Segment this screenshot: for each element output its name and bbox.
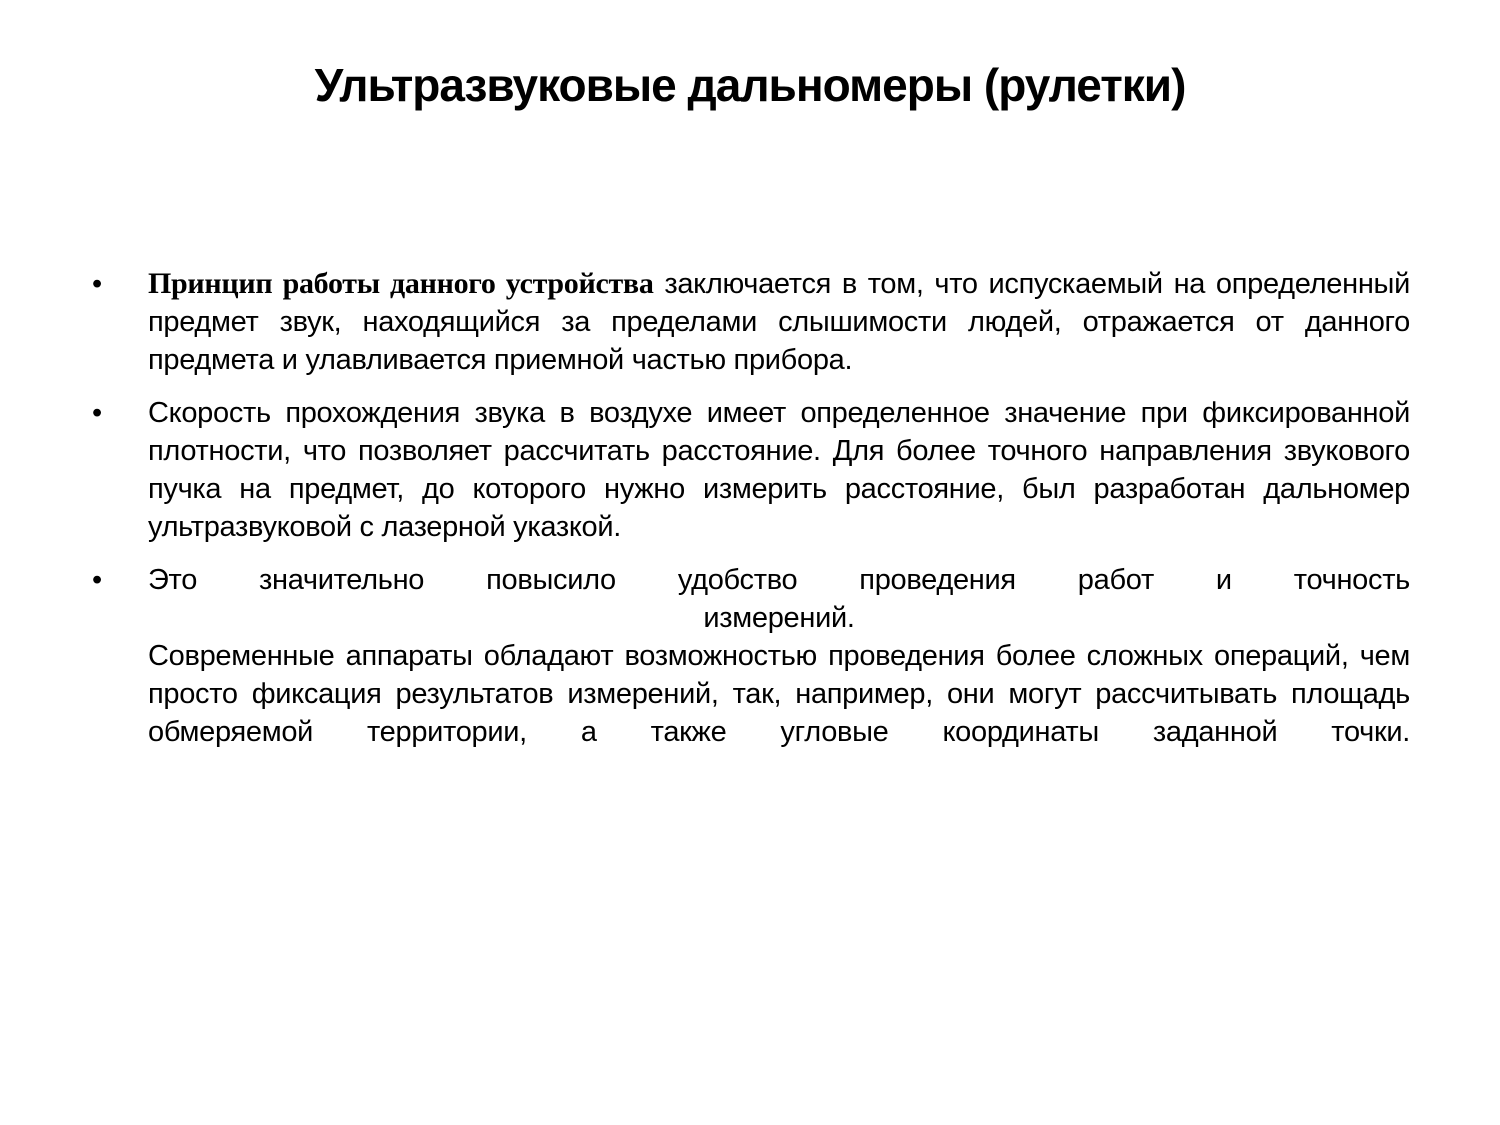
bullet-text-3 (148, 561, 1410, 751)
bullet-1-body: заключается в том, что испускаемый на определенный предмет звук, находящийся за пределами слышимости людей, отражается от данного предмета и улавливается приемной частью прибора. (148, 268, 1410, 376)
bullet-marker: • (92, 268, 103, 300)
bullet-1-lead-bold: Принцип работы данного устройства (148, 267, 654, 300)
slide-title: Ультразвуковые дальномеры (рулетки) (314, 59, 1186, 111)
bullet-3-line-1: Это значительно повысило удобство проведения работ и точность (148, 564, 1410, 596)
bullet-text-2 (148, 394, 1410, 546)
bullet-2-body: Скорость прохождения звука в воздухе имеет определенное значение при фиксированной плотности, что позволяет рассчитать расстояние. Для более точного направления звукового пучка на предмет, до которого нужно измерить расстояние, был разработан дальномер ультразвуковой с лазерной указкой. (148, 397, 1410, 543)
bullet-text-1 (148, 265, 1410, 379)
bullet-3-line-2: измерений. (703, 602, 855, 634)
slide-body (0, 265, 1500, 751)
bullet-item-3 (85, 561, 1410, 751)
bullet-3-paragraph: Современные аппараты обладают возможностью проведения более сложных операций, чем просто фиксация результатов измерений, так, например, они могут рассчитывать площадь обмеряемой территории, а также угловые координаты заданной точки. (148, 640, 1410, 748)
bullet-marker: • (92, 564, 103, 596)
bullet-item-2 (85, 394, 1410, 546)
bullet-marker: • (92, 397, 103, 429)
bullet-item-1 (85, 265, 1410, 379)
